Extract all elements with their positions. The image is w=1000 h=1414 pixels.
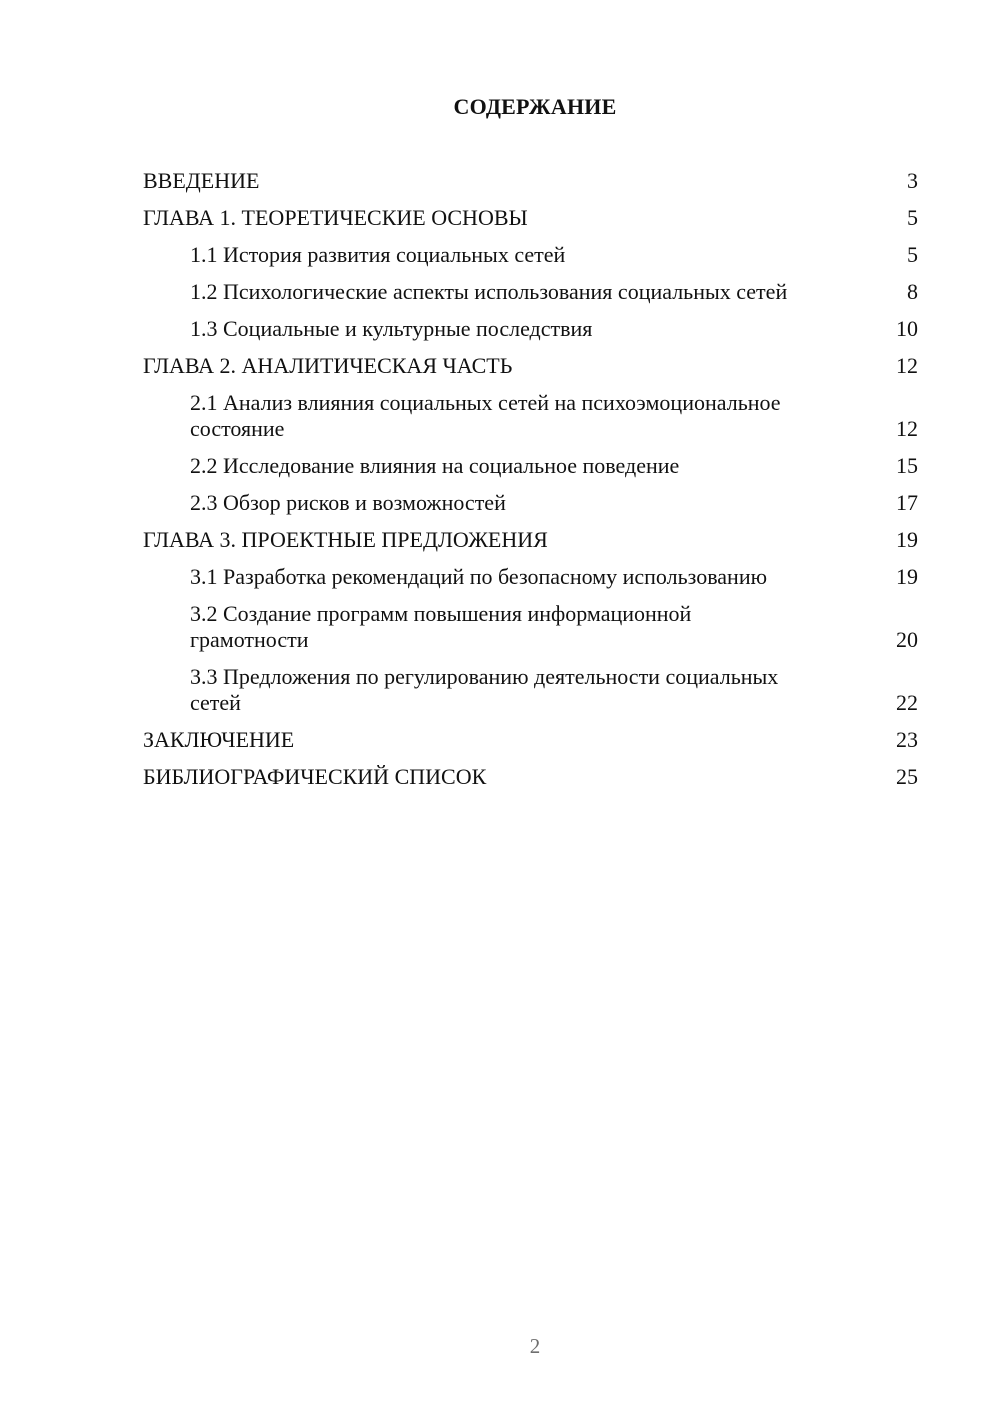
toc-entry-label: 1.2 Психологические аспекты использования социальных сетей [190, 279, 788, 304]
toc-entry-label: 3.1 Разработка рекомендаций по безопасному использованию [190, 564, 768, 589]
toc-entry-page: 15 [896, 453, 918, 478]
toc-entry-page: 19 [896, 527, 918, 552]
toc-entry-section-3-3[interactable] [143, 664, 918, 716]
toc-entry-bibliography[interactable] [143, 764, 918, 790]
toc-entry-page: 8 [907, 279, 918, 304]
toc-entry-label: ВВЕДЕНИЕ [143, 168, 260, 193]
toc-entry-label: ГЛАВА 3. ПРОЕКТНЫЕ ПРЕДЛОЖЕНИЯ [143, 527, 548, 552]
toc-entry-page: 20 [896, 627, 918, 652]
toc-entry-section-1-1[interactable] [143, 242, 918, 268]
toc-entry-section-3-1[interactable] [143, 564, 918, 590]
toc-entry-page: 10 [896, 316, 918, 341]
page-title: СОДЕРЖАНИЕ [453, 94, 617, 119]
toc-entry-page: 17 [896, 490, 918, 515]
toc-entry-label: 3.2 Создание программ повышения информационной грамотности [190, 601, 692, 652]
toc-entry-label: 2.2 Исследование влияния на социальное поведение [190, 453, 680, 478]
toc-entry-section-1-2[interactable] [143, 279, 918, 305]
toc-entry-page: 19 [896, 564, 918, 589]
toc-entry-label: ГЛАВА 2. АНАЛИТИЧЕСКАЯ ЧАСТЬ [143, 353, 513, 378]
toc-entry-label: 1.1 История развития социальных сетей [190, 242, 566, 267]
toc-entry-section-2-1[interactable] [143, 390, 918, 442]
toc-entry-label: БИБЛИОГРАФИЧЕСКИЙ СПИСОК [143, 764, 487, 789]
table-of-contents [143, 168, 918, 801]
toc-entry-page: 12 [896, 353, 918, 378]
toc-entry-conclusion[interactable] [143, 727, 918, 753]
toc-entry-page: 5 [907, 205, 918, 230]
toc-entry-label: 3.3 Предложения по регулированию деятельности социальных сетей [190, 664, 779, 715]
toc-entry-section-2-2[interactable] [143, 453, 918, 479]
toc-entry-page: 3 [907, 168, 918, 193]
toc-entry-label: 1.3 Социальные и культурные последствия [190, 316, 593, 341]
toc-entry-label: ЗАКЛЮЧЕНИЕ [143, 727, 295, 752]
toc-entry-page: 5 [907, 242, 918, 267]
toc-entry-page: 25 [896, 764, 918, 789]
toc-entry-introduction[interactable] [143, 168, 918, 194]
toc-entry-chapter-2[interactable] [143, 353, 918, 379]
toc-entry-chapter-3[interactable] [143, 527, 918, 553]
toc-entry-label: 2.1 Анализ влияния социальных сетей на психоэмоциональное состояние [190, 390, 781, 441]
toc-entry-page: 23 [896, 727, 918, 752]
toc-entry-page: 12 [896, 416, 918, 441]
toc-entry-label: 2.3 Обзор рисков и возможностей [190, 490, 506, 515]
toc-entry-section-3-2[interactable] [143, 601, 918, 653]
toc-entry-page: 22 [896, 690, 918, 715]
toc-entry-chapter-1[interactable] [143, 205, 918, 231]
toc-entry-label: ГЛАВА 1. ТЕОРЕТИЧЕСКИЕ ОСНОВЫ [143, 205, 528, 230]
toc-entry-section-2-3[interactable] [143, 490, 918, 516]
toc-entry-section-1-3[interactable] [143, 316, 918, 342]
page-number: 2 [529, 1334, 541, 1358]
